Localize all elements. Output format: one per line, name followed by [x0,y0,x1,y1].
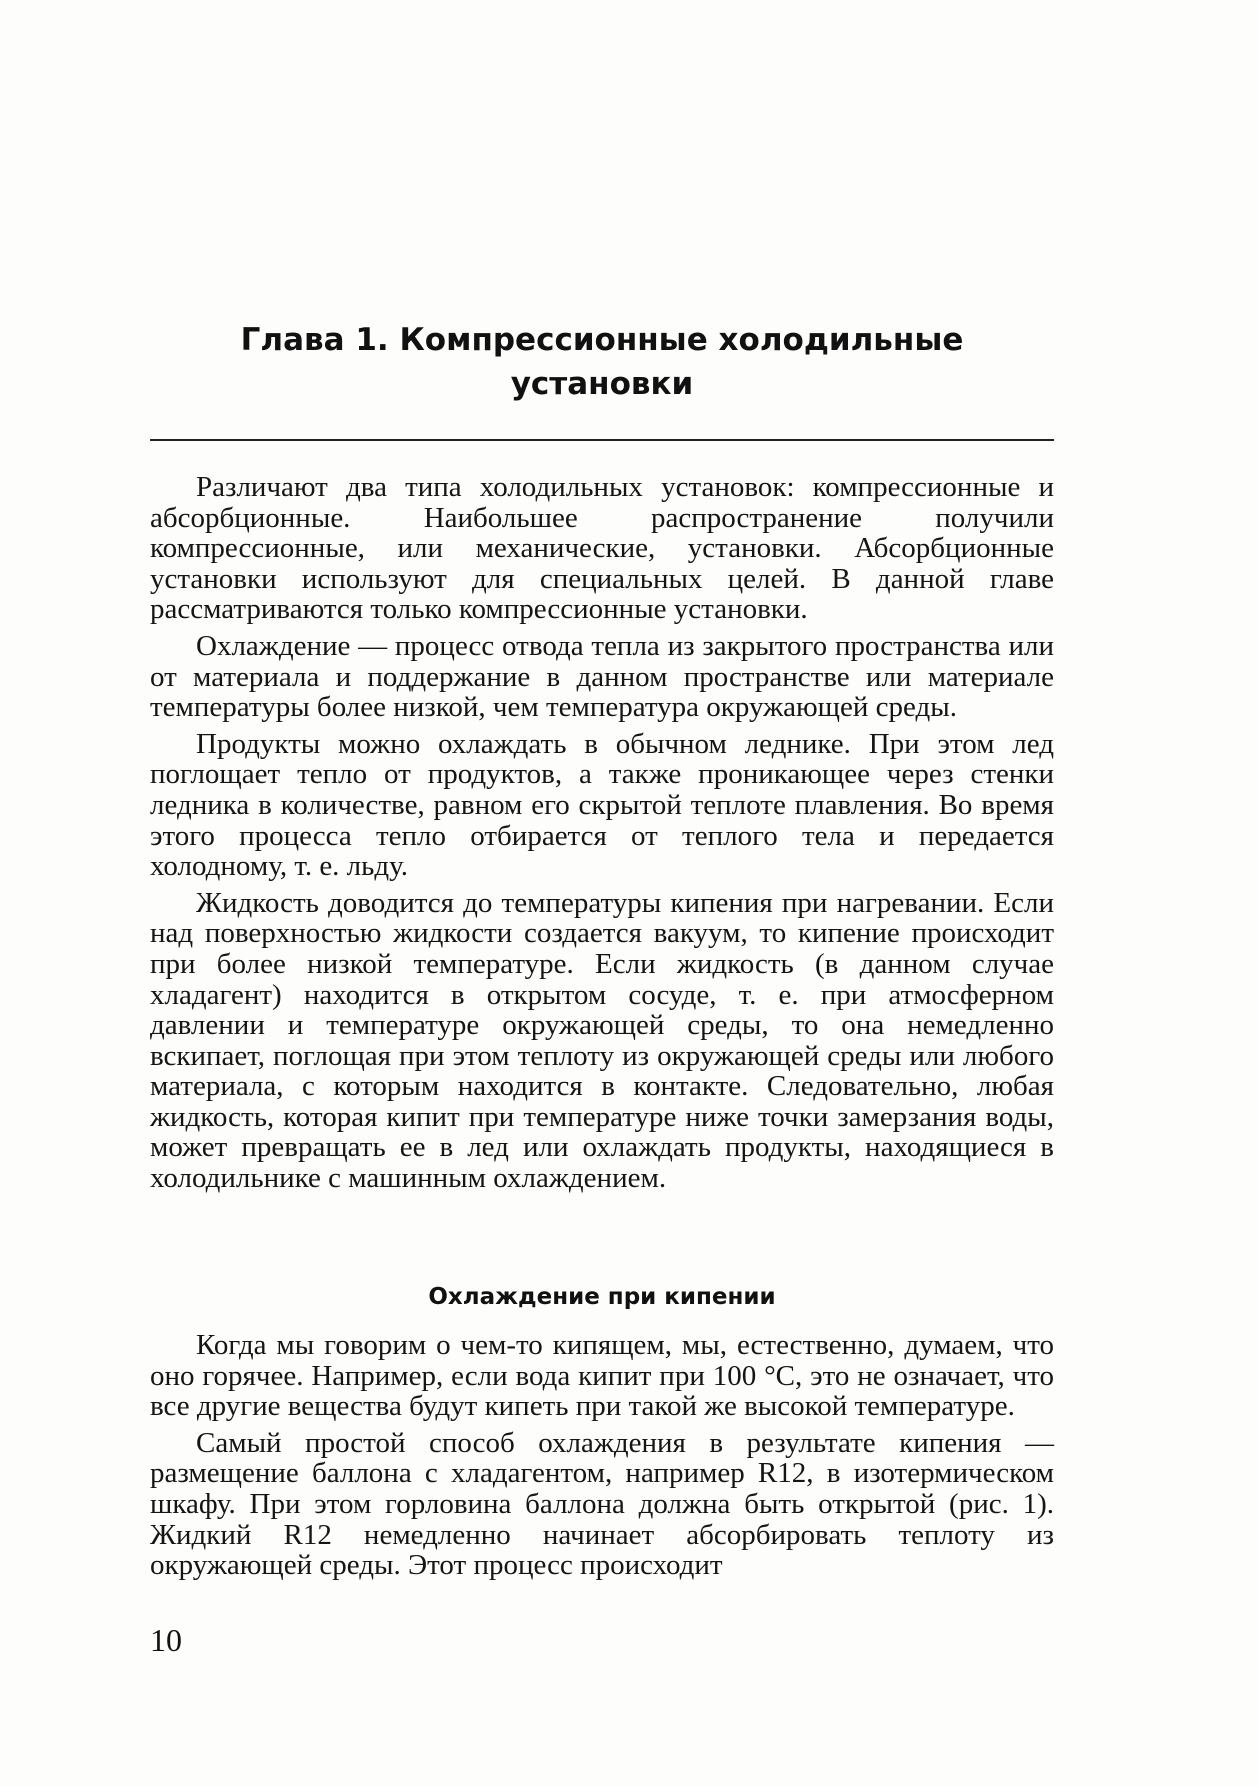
chapter-title [150,318,1054,406]
chapter-divider [150,439,1054,441]
paragraph: Когда мы говорим о чем-то кипящем, мы, естественно, думаем, что оно горячее. Например, если вода кипит при 100 °С, это не означает, что все другие вещества будут кипеть при такой же высокой температуре. [150,1329,1054,1423]
paragraph: Жидкость доводится до температуры кипения при нагревании. Если над поверхностью жидкости создается вакуум, то кипение происходит при более низкой температуре. Если жидкость (в данном случае хладагент) находится в открытом сосуде, т. е. при атмосферном давлении и температуре окружающей среды, то она немедленно вскипает, поглощая при этом теплоту из окружающей среды или любого материала, с которым находится в контакте. Следовательно, любая жидкость, которая кипит при температуре ниже точки замерзания воды, может превращать ее в лед или охлаждать продукты, находящиеся в холодильнике с машинным охлаждением. [150,886,1054,1195]
paragraph: Охлаждение — процесс отвода тепла из закрытого пространства или от материала и поддержание в данном пространстве или материале температуры более низкой, чем температура окружающей среды. [150,629,1054,724]
chapter-title-line-2: установки [510,366,694,402]
paragraph: Различают два типа холодильных установок: компрессионные и абсорбционные. Наибольшее распространение получили компрессионные, или механические, установки. Абсорбционные установки используют для специальных целей. В данной главе рассматриваются только компрессионные установки. [150,471,1054,626]
intro-text [150,472,1054,1194]
chapter-title-line-1: Глава 1. Компрессионные холодильные [240,322,964,358]
paragraph: Самый простой способ охлаждения в результате кипения — размещение баллона с хладагентом, например R12, в изотермическом шкафу. При этом горловина баллона должна быть открытой (рис. 1). Жидкий R12 немедленно начинает абсорбировать теплоту из окружающей среды. Этот процесс происходит [150,1426,1054,1582]
page-number: 10 [150,1622,182,1658]
section-text [150,1330,1054,1581]
section-heading: Охлаждение при кипении [428,1284,776,1310]
paragraph: Продукты можно охлаждать в обычном леднике. При этом лед поглощает тепло от продуктов, а также проникающее через стенки ледника в количестве, равном его скрытой теплоте плавления. Во время этого процесса тепло отбирается от теплого тела и передается холодному, т. е. льду. [150,727,1054,883]
